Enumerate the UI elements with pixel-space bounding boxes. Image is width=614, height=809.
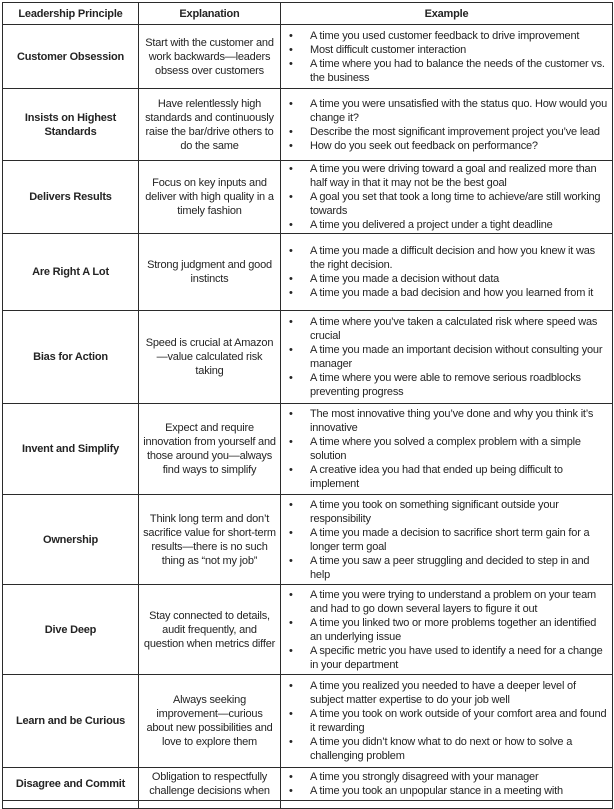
explanation-cell: Speed is crucial at Amazon—value calculated risk taking xyxy=(139,311,281,404)
examples-cell xyxy=(281,161,613,234)
column-header-example: Example xyxy=(281,3,613,25)
table-row-disagree-and-commit xyxy=(3,768,613,801)
empty-cell xyxy=(281,801,613,809)
principle-cell: Learn and be Curious xyxy=(3,675,139,768)
examples-cell xyxy=(281,311,613,404)
example-item: • Describe the most significant improvement project you’ve lead xyxy=(289,125,608,139)
example-item: • A time where you were able to remove serious roadblocks preventing progress xyxy=(289,371,608,399)
example-item: • A goal you set that took a long time to achieve/are still working towards xyxy=(289,190,608,218)
leadership-principles-table xyxy=(2,2,613,809)
explanation-cell: Stay connected to details, audit frequently, and question when metrics differ xyxy=(139,585,281,675)
example-item: • A time you took on something significant outside your responsibility xyxy=(289,498,608,526)
empty-cell xyxy=(139,801,281,809)
example-list xyxy=(281,162,608,232)
example-item: • A time you were trying to understand a problem on your team and had to go down several layers to figure it out xyxy=(289,588,608,616)
principle-cell: Invent and Simplify xyxy=(3,404,139,495)
examples-cell xyxy=(281,404,613,495)
example-list xyxy=(281,770,608,798)
example-item: • A time you saw a peer struggling and decided to step in and help xyxy=(289,554,608,582)
example-item: • A creative idea you had that ended up being difficult to implement xyxy=(289,463,608,491)
principle-cell: Bias for Action xyxy=(3,311,139,404)
explanation-cell: Always seeking improvement—curious about new possibilities and love to explore them xyxy=(139,675,281,768)
example-item: • A specific metric you have used to identify a need for a change in your department xyxy=(289,644,608,672)
examples-cell xyxy=(281,234,613,311)
example-item: • A time you were driving toward a goal and realized more than half way in that it may not be the best goal xyxy=(289,162,608,190)
example-item: • The most innovative thing you’ve done and why you think it’s innovative xyxy=(289,407,608,435)
principle-cell: Are Right A Lot xyxy=(3,234,139,311)
table-row-dive-deep xyxy=(3,585,613,675)
table-row-bias-for-action xyxy=(3,311,613,404)
example-list xyxy=(281,588,608,672)
table-row-learn-and-be-curious xyxy=(3,675,613,768)
examples-cell xyxy=(281,585,613,675)
example-list xyxy=(281,498,608,582)
examples-cell xyxy=(281,675,613,768)
explanation-cell: Focus on key inputs and deliver with high quality in a timely fashion xyxy=(139,161,281,234)
principle-cell: Ownership xyxy=(3,495,139,585)
example-item: • A time you delivered a project under a tight deadline xyxy=(289,218,608,232)
table-row-delivers-results xyxy=(3,161,613,234)
explanation-cell: Have relentlessly high standards and continuously raise the bar/drive others to do the same xyxy=(139,89,281,161)
empty-cell xyxy=(3,801,139,809)
explanation-cell: Obligation to respectfully challenge decisions when xyxy=(139,768,281,801)
example-item: • A time you strongly disagreed with your manager xyxy=(289,770,608,784)
example-list xyxy=(281,97,608,153)
table-row-invent-and-simplify xyxy=(3,404,613,495)
column-header-leadership-principle: Leadership Principle xyxy=(3,3,139,25)
example-item: • A time you were unsatisfied with the status quo. How would you change it? xyxy=(289,97,608,125)
example-list xyxy=(281,407,608,491)
example-list xyxy=(281,679,608,763)
examples-cell xyxy=(281,25,613,89)
example-item: • A time you made a bad decision and how you learned from it xyxy=(289,286,608,300)
example-list xyxy=(281,315,608,399)
column-header-explanation: Explanation xyxy=(139,3,281,25)
explanation-cell: Expect and require innovation from yourself and those around you—always find ways to simplify xyxy=(139,404,281,495)
example-item: • A time you made an important decision without consulting your manager xyxy=(289,343,608,371)
table-row-are-right-a-lot xyxy=(3,234,613,311)
table-row-customer-obsession xyxy=(3,25,613,89)
explanation-cell: Strong judgment and good instincts xyxy=(139,234,281,311)
example-list xyxy=(281,244,608,300)
principle-cell: Delivers Results xyxy=(3,161,139,234)
header-row xyxy=(3,3,613,25)
example-item: • A time where you had to balance the needs of the customer vs. the business xyxy=(289,57,608,85)
partial-row-cut-off xyxy=(3,801,613,809)
example-item: • A time you linked two or more problems together an identified an underlying issue xyxy=(289,616,608,644)
example-item: • A time where you solved a complex problem with a simple solution xyxy=(289,435,608,463)
table-row-insists-on-highest-standards xyxy=(3,89,613,161)
principle-cell: Disagree and Commit xyxy=(3,768,139,801)
explanation-cell: Think long term and don’t sacrifice value for short-term results—there is no such thing as “not my job” xyxy=(139,495,281,585)
example-item: • Most difficult customer interaction xyxy=(289,43,608,57)
principle-cell: Customer Obsession xyxy=(3,25,139,89)
example-list xyxy=(281,29,608,85)
example-item: • A time where you’ve taken a calculated risk where speed was crucial xyxy=(289,315,608,343)
example-item: • A time you made a decision to sacrifice short term gain for a longer term goal xyxy=(289,526,608,554)
example-item: • A time you made a difficult decision and how you knew it was the right decision. xyxy=(289,244,608,272)
example-item: • A time you made a decision without data xyxy=(289,272,608,286)
principle-cell: Insists on Highest Standards xyxy=(3,89,139,161)
document-page xyxy=(2,2,612,809)
example-item: • A time you used customer feedback to drive improvement xyxy=(289,29,608,43)
examples-cell xyxy=(281,768,613,801)
examples-cell xyxy=(281,89,613,161)
example-item: • How do you seek out feedback on performance? xyxy=(289,139,608,153)
table-row-ownership xyxy=(3,495,613,585)
example-item: • A time you realized you needed to have a deeper level of subject matter expertise to do your job well xyxy=(289,679,608,707)
examples-cell xyxy=(281,495,613,585)
explanation-cell: Start with the customer and work backwards—leaders obsess over customers xyxy=(139,25,281,89)
principle-cell: Dive Deep xyxy=(3,585,139,675)
example-item: • A time you took an unpopular stance in a meeting with xyxy=(289,784,608,798)
example-item: • A time you didn’t know what to do next or how to solve a challenging problem xyxy=(289,735,608,763)
example-item: • A time you took on work outside of your comfort area and found it rewarding xyxy=(289,707,608,735)
